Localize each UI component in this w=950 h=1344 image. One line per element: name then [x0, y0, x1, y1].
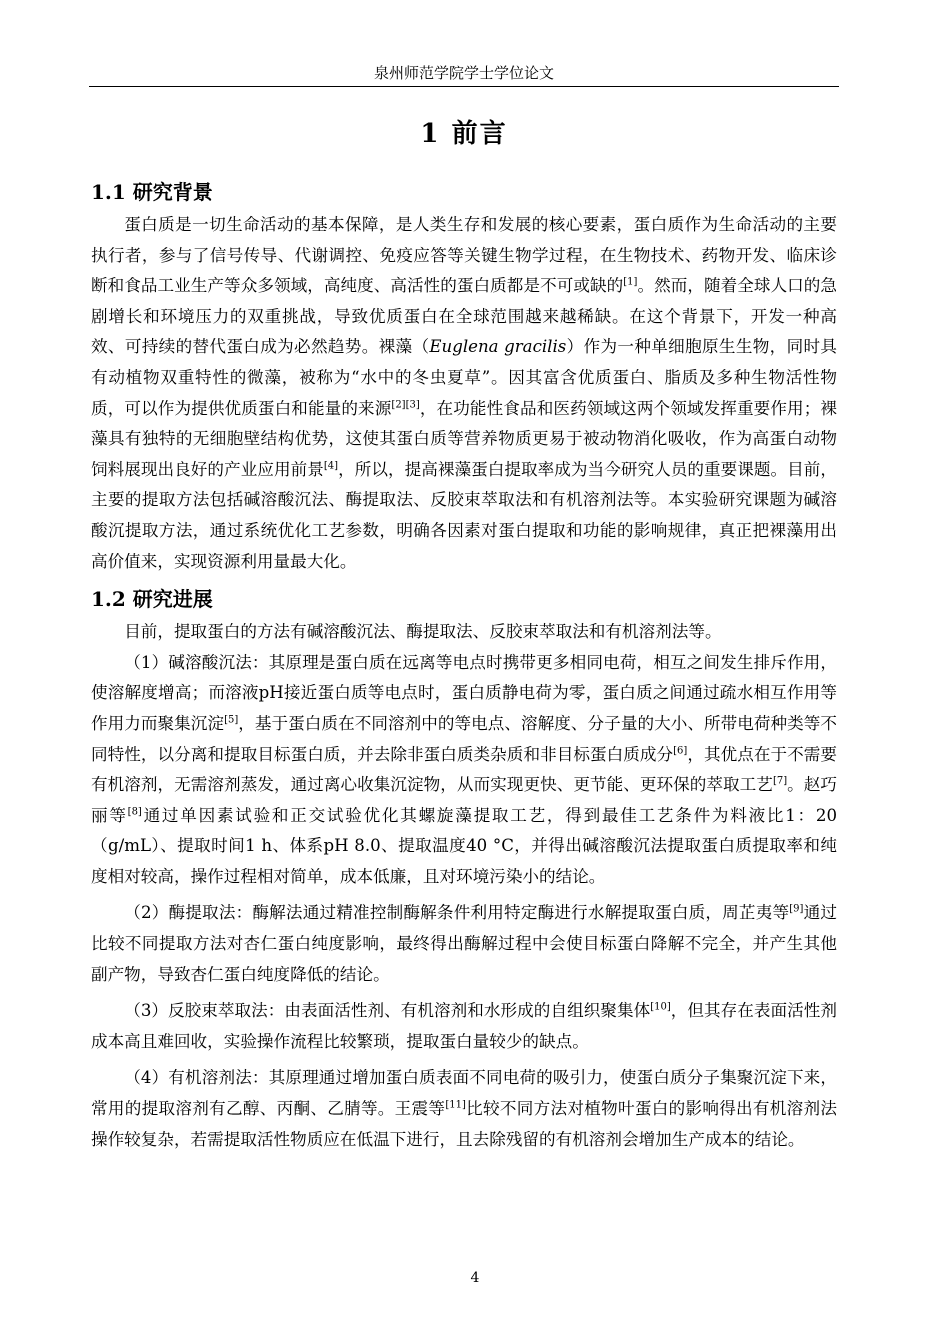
text-run: ，但其存在表面活性剂成本高且难回收，实验操作流程比较繁琐，提取蛋白量较少的缺点。 — [91, 1001, 837, 1051]
citation-ref: [5] — [224, 714, 239, 726]
text-run: （2）酶提取法：酶解法通过精准控制酶解条件利用特定酶进行水解提取蛋白质，周芷夷等 — [124, 903, 790, 923]
text-run: ，其优点在于不需要有机溶剂，无需溶剂蒸发，通过离心收集沉淀物，从而实现更快、更节能、更环保的萃取工艺 — [91, 744, 838, 795]
section-progress — [91, 583, 837, 1155]
citation-ref: [1] — [623, 276, 638, 288]
text-run: （4）有机溶剂法：其原理通过增加蛋白质表面不同电荷的吸引力，使蛋白质分子集聚沉淀下来，常用的提取溶剂有乙醇、丙酮、乙腈等。王震等 — [91, 1068, 837, 1119]
text-run: 。然而，随着全球人口的急剧增长和环境压力的双重挑战，导致优质蛋白在全球范围越来越稀缺。在这个背景下，开发一种高效、可持续的替代蛋白成为必然趋势。裸藻（ — [91, 276, 838, 357]
citation-ref: [7] — [772, 775, 788, 787]
text-run: ，所以，提高裸藻蛋白提取率成为当今研究人员的重要课题。目前，主要的提取方法包括碱溶酸沉法、酶提取法、反胶束萃取法和有机溶剂法等。本实验研究课题为碱溶酸沉提取方法，通过系统优化工艺参数，明确各因素对蛋白提取和功能的影响规律，真正把裸藻用出高价值来，实现资源利用量最大化。 — [91, 459, 838, 571]
citation-ref: [9] — [789, 903, 804, 915]
citation-ref: [4] — [323, 460, 339, 472]
text-run: 蛋白质是一切生命活动的基本保障，是人类生存和发展的核心要素，蛋白质作为生命活动的主要执行者，参与了信号传导、代谢调控、免疫应答等关键生物学过程，在生物技术、药物开发、临床诊断和食品工业生产等众多领域，高纯度、高活性的蛋白质都是不可或缺的 — [91, 215, 837, 296]
text-run: 。赵巧丽等 — [91, 775, 838, 825]
paragraph — [91, 898, 837, 990]
citation-ref: [10] — [650, 1001, 671, 1013]
header-rule — [89, 86, 839, 87]
chapter-title: 1 前言 — [420, 119, 508, 149]
citation-ref: [8] — [127, 806, 142, 818]
text-run: ，基于蛋白质在不同溶剂中的等电点、溶解度、分子量的大小、所带电荷种类等不同特性，以分离和提取目标蛋白质，并去除非蛋白质类杂质和非目标蛋白质成分 — [91, 713, 838, 764]
text-run: 通过单因素试验和正交试验优化其螺旋藻提取工艺，得到最佳工艺条件为料液比1：20（g/mL）、提取时间1 h、体系pH 8.0、提取温度40 °C，并得出碱溶酸沉法提取蛋白质提取率和纯度相对较高，操作过程相对简单，成本低廉，且对环境污染小的结论。 — [91, 805, 838, 886]
text-run: 比较不同方法对植物叶蛋白的影响得出有机溶剂法操作较复杂，若需提取活性物质应在低温下进行，且去除残留的有机溶剂会增加生产成本的结论。 — [91, 1099, 838, 1149]
text-run: （3）反胶束萃取法：由表面活性剂、有机溶剂和水形成的自组织聚集体 — [124, 1001, 651, 1021]
citation-ref: [11] — [445, 1099, 466, 1111]
section-title: 1.1 研究背景 — [91, 180, 213, 204]
text-run: 通过比较不同提取方法对杏仁蛋白纯度影响，最终得出酶解过程中会使目标蛋白降解不完全，并产生其他副产物，导致杏仁蛋白纯度降低的结论。 — [91, 903, 837, 984]
page-content — [91, 114, 837, 1155]
citation-ref: [2][3] — [391, 399, 420, 411]
paragraph — [91, 996, 837, 1057]
species-name: Euglena gracilis — [429, 337, 567, 357]
section-title: 1.2 研究进展 — [91, 587, 213, 612]
citation-ref: [6] — [673, 744, 688, 756]
paragraph — [91, 617, 837, 648]
text-run: （1）碱溶酸沉法：其原理是蛋白质在远离等电点时携带更多相同电荷，相互之间发生排斥作用，使溶解度增高；而溶液pH接近蛋白质等电点时，蛋白质静电荷为零，蛋白质之间通过疏水相互作用等作用力而聚集沉淀 — [91, 652, 837, 733]
section-background — [91, 176, 837, 577]
running-header: 泉州师范学院学士学位论文 — [373, 64, 554, 82]
paragraph — [91, 210, 837, 577]
paragraph — [91, 1063, 837, 1155]
text-run: ）作为一种单细胞原生生物，同时具有动植物双重特性的微藻，被称为“水中的冬虫夏草”。因其富含优质蛋白、脂质及多种生物活性物质，可以作为提供优质蛋白和能量的来源 — [91, 337, 838, 418]
text-run: ，在功能性食品和医药领域这两个领域发挥重要作用；裸藻具有独特的无细胞壁结构优势，这使其蛋白质等营养物质更易于被动物消化吸收，作为高蛋白动物饲料展现出良好的产业应用前景 — [91, 398, 838, 479]
text-run: 目前，提取蛋白的方法有碱溶酸沉法、酶提取法、反胶束萃取法和有机溶剂法等。 — [124, 622, 722, 642]
page-number: 4 — [470, 1270, 480, 1286]
paragraph — [91, 648, 837, 893]
